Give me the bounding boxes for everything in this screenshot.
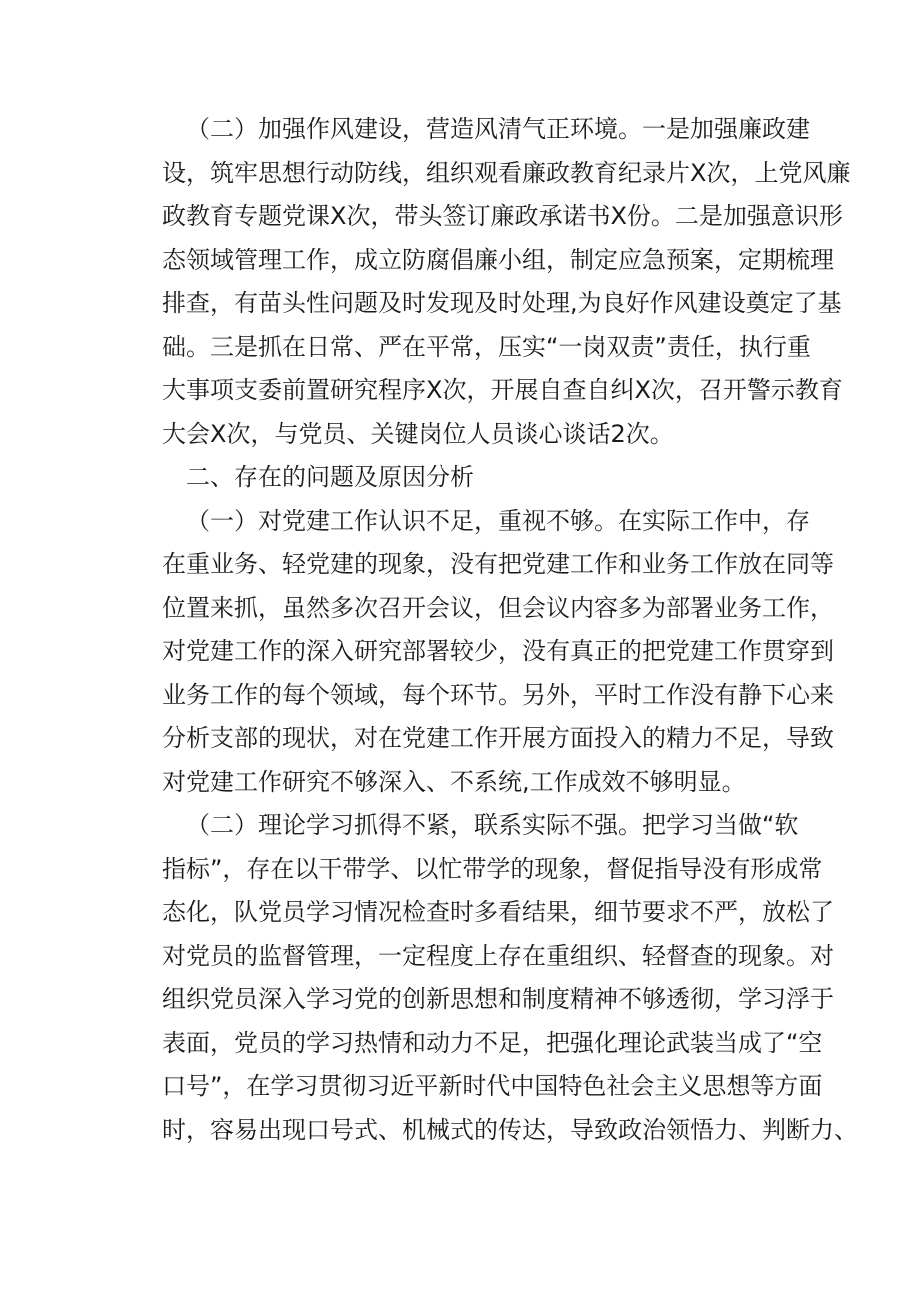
- text-line: 时，容易出现口号式、机械式的传达，导致政治领悟力、判断力、: [162, 1115, 858, 1144]
- text-line: （一）对党建工作认识不足，重视不够。在实际工作中，存: [186, 506, 810, 535]
- text-line: 大会X次，与党员、关键岗位人员谈心谈话2次。: [162, 419, 674, 448]
- text-line: 指标”，存在以干带学、以忙带学的现象，督促指导没有形成常: [162, 854, 823, 883]
- text-line: 政教育专题党课X次，带头签订廉政承诺书X份。二是加强意识形: [162, 202, 843, 230]
- text-line: （二）加强作风建设，营造风清气正环境。一是加强廉政建: [186, 115, 810, 143]
- text-line: 排查，有苗头性问题及时发现及时处理,为良好作风建设奠定了基: [162, 289, 842, 317]
- text-line: 对党建工作研究不够深入、不系统,工作成效不够明显。: [162, 767, 746, 796]
- text-line: 口号”，在学习贯彻习近平新时代中国特色社会主义思想等方面: [162, 1072, 823, 1100]
- text-line: 对党建工作的深入研究部署较少，没有真正的把党建工作贯穿到: [162, 637, 834, 665]
- paragraph-party-building: [162, 500, 834, 805]
- text-line: 础。三是抓在日常、严在平常，压实“一岗双责”责任，执行重: [162, 332, 811, 361]
- text-line: 大事项支委前置研究程序X次，开展自查自纠X次，召开警示教育: [162, 376, 843, 404]
- text-line: 态领域管理工作，成立防腐倡廉小组，制定应急预案，定期梳理: [162, 245, 834, 274]
- text-line: 在重业务、轻党建的现象，没有把党建工作和业务工作放在同等: [162, 550, 834, 578]
- paragraph-work-style: [162, 108, 851, 456]
- text-line: （二）理论学习抓得不紧，联系实际不强。把学习当做“软: [186, 811, 799, 839]
- text-line: 态化，队党员学习情况检查时多看结果，细节要求不严，放松了: [162, 898, 834, 926]
- text-line: 业务工作的每个领域，每个环节。另外，平时工作没有静下心来: [162, 680, 834, 709]
- text-line: 分析支部的现状，对在党建工作开展方面投入的精力不足，导致: [162, 724, 834, 752]
- paragraph-theory-study: [162, 804, 858, 1152]
- document-body: [162, 108, 858, 1152]
- text-line: 对党员的监督管理，一定程度上存在重组织、轻督查的现象。对: [162, 941, 834, 970]
- text-line: 表面，党员的学习热情和动力不足，把强化理论武装当成了“空: [162, 1028, 823, 1057]
- text-line: 组织党员深入学习党的创新思想和制度精神不够透彻，学习浮于: [162, 985, 834, 1013]
- text-line: 位置来抓，虽然多次召开会议，但会议内容多为部署业务工作，: [162, 593, 834, 622]
- section-heading: [162, 456, 788, 500]
- section-heading-text: 二、存在的问题及原因分析: [186, 463, 474, 491]
- text-line: 设，筑牢思想行动防线，组织观看廉政教育纪录片X次，上党风廉: [162, 158, 851, 187]
